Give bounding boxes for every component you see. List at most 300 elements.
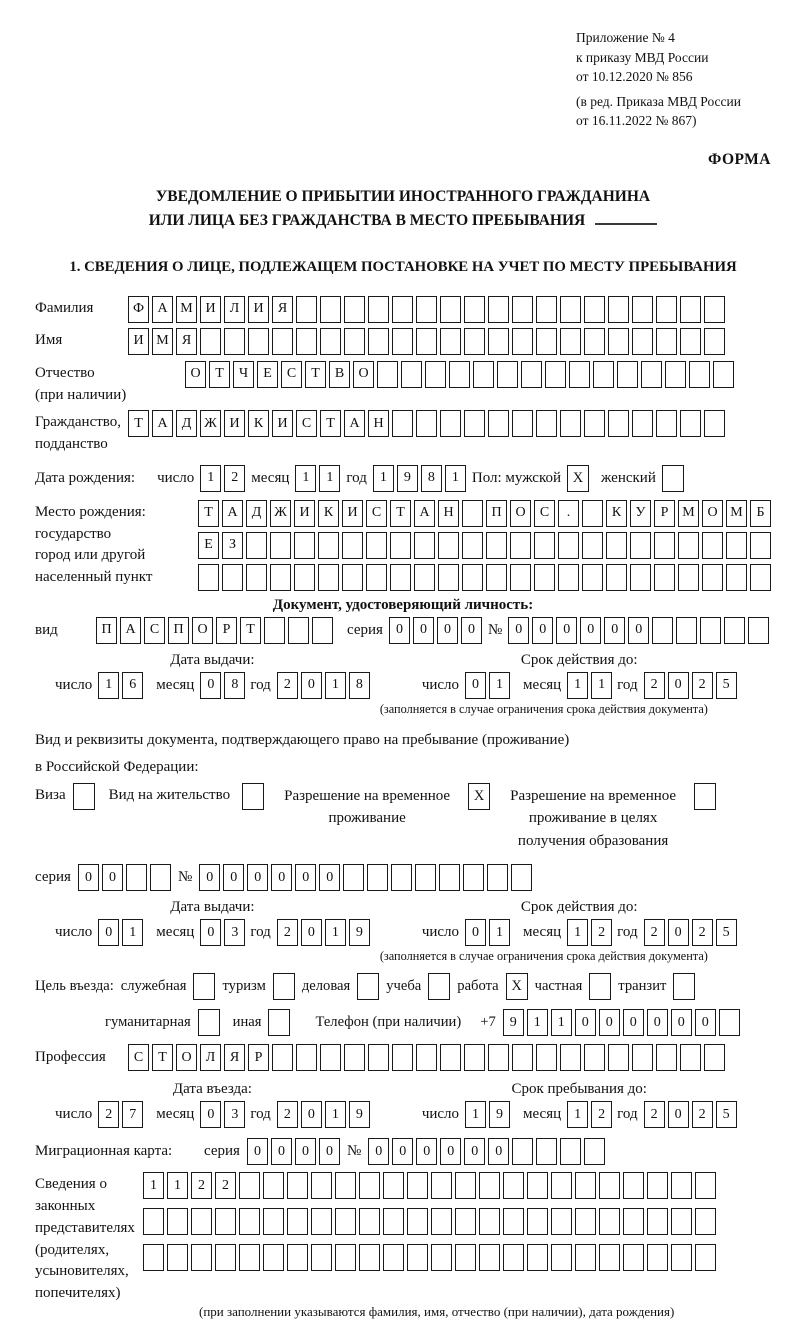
char-cell[interactable]: 0 [271,864,292,891]
char-cell[interactable] [632,1044,653,1071]
char-cell[interactable] [584,328,605,355]
char-cell[interactable] [198,564,219,591]
char-cell[interactable]: Т [240,617,261,644]
char-cell[interactable] [263,1244,284,1271]
char-cell[interactable] [748,617,769,644]
char-cell[interactable]: 8 [224,672,245,699]
char-cell[interactable]: О [192,617,213,644]
purpose-tourism-checkbox[interactable] [273,973,295,1000]
char-cell[interactable]: 6 [122,672,143,699]
char-cell[interactable]: Д [176,410,197,437]
char-cell[interactable] [695,1244,716,1271]
char-cell[interactable]: 0 [319,864,340,891]
char-cell[interactable]: 1 [567,1101,588,1128]
char-cell[interactable] [294,564,315,591]
char-cell[interactable]: С [144,617,165,644]
char-cell[interactable] [582,532,603,559]
char-cell[interactable]: М [176,296,197,323]
char-cell[interactable]: И [248,296,269,323]
char-cell[interactable] [512,410,533,437]
char-cell[interactable]: 0 [413,617,434,644]
char-cell[interactable]: 2 [277,1101,298,1128]
char-cell[interactable] [647,1244,668,1271]
char-cell[interactable] [464,328,485,355]
char-cell[interactable] [431,1208,452,1235]
char-cell[interactable]: 7 [122,1101,143,1128]
char-cell[interactable] [263,1172,284,1199]
char-cell[interactable] [431,1244,452,1271]
char-cell[interactable] [222,564,243,591]
char-cell[interactable] [647,1208,668,1235]
char-cell[interactable]: 0 [368,1138,389,1165]
char-cell[interactable] [656,296,677,323]
char-cell[interactable]: 0 [628,617,649,644]
char-cell[interactable] [239,1208,260,1235]
char-cell[interactable] [342,532,363,559]
purpose-humanitarian-checkbox[interactable] [198,1009,220,1036]
char-cell[interactable] [704,410,725,437]
char-cell[interactable]: И [224,410,245,437]
char-cell[interactable] [320,1044,341,1071]
char-cell[interactable]: Н [438,500,459,527]
char-cell[interactable]: А [152,296,173,323]
char-cell[interactable]: 1 [325,1101,346,1128]
sex-male-checkbox[interactable]: X [567,465,589,492]
char-cell[interactable] [440,1044,461,1071]
char-cell[interactable] [126,864,147,891]
char-cell[interactable]: 0 [647,1009,668,1036]
char-cell[interactable]: 2 [224,465,245,492]
char-cell[interactable]: 1 [567,672,588,699]
char-cell[interactable] [488,1044,509,1071]
char-cell[interactable]: И [294,500,315,527]
char-cell[interactable]: Т [152,1044,173,1071]
char-cell[interactable]: 1 [465,1101,486,1128]
char-cell[interactable]: 1 [167,1172,188,1199]
char-cell[interactable]: 0 [389,617,410,644]
char-cell[interactable] [366,564,387,591]
char-cell[interactable]: 0 [223,864,244,891]
char-cell[interactable]: 0 [671,1009,692,1036]
char-cell[interactable] [713,361,734,388]
char-cell[interactable]: 0 [575,1009,596,1036]
char-cell[interactable] [464,410,485,437]
char-cell[interactable]: 1 [143,1172,164,1199]
char-cell[interactable] [486,564,507,591]
char-cell[interactable] [368,1044,389,1071]
char-cell[interactable]: Т [320,410,341,437]
char-cell[interactable]: 0 [200,1101,221,1128]
char-cell[interactable]: О [702,500,723,527]
char-cell[interactable]: А [222,500,243,527]
char-cell[interactable]: 2 [98,1101,119,1128]
char-cell[interactable] [359,1244,380,1271]
char-cell[interactable]: 0 [532,617,553,644]
char-cell[interactable] [623,1172,644,1199]
char-cell[interactable]: А [344,410,365,437]
char-cell[interactable] [503,1244,524,1271]
char-cell[interactable]: 0 [200,672,221,699]
char-cell[interactable] [431,1172,452,1199]
char-cell[interactable] [246,532,267,559]
char-cell[interactable] [534,564,555,591]
purpose-work-checkbox[interactable]: X [506,973,528,1000]
char-cell[interactable] [440,410,461,437]
char-cell[interactable]: 1 [373,465,394,492]
char-cell[interactable]: П [486,500,507,527]
char-cell[interactable] [560,328,581,355]
char-cell[interactable] [750,532,771,559]
char-cell[interactable]: К [606,500,627,527]
char-cell[interactable] [248,328,269,355]
char-cell[interactable] [632,410,653,437]
char-cell[interactable] [392,1044,413,1071]
char-cell[interactable] [534,532,555,559]
sex-female-checkbox[interactable] [662,465,684,492]
char-cell[interactable]: С [296,410,317,437]
char-cell[interactable] [632,296,653,323]
char-cell[interactable] [527,1172,548,1199]
char-cell[interactable]: 0 [199,864,220,891]
char-cell[interactable]: 0 [247,1138,268,1165]
char-cell[interactable] [488,296,509,323]
char-cell[interactable]: 2 [277,919,298,946]
char-cell[interactable]: 1 [551,1009,572,1036]
char-cell[interactable]: 0 [580,617,601,644]
char-cell[interactable]: 1 [319,465,340,492]
char-cell[interactable] [575,1244,596,1271]
char-cell[interactable] [676,617,697,644]
char-cell[interactable] [368,328,389,355]
char-cell[interactable] [215,1208,236,1235]
char-cell[interactable] [296,1044,317,1071]
char-cell[interactable]: О [510,500,531,527]
char-cell[interactable]: 0 [465,919,486,946]
char-cell[interactable] [678,564,699,591]
char-cell[interactable]: Т [209,361,230,388]
char-cell[interactable] [726,564,747,591]
char-cell[interactable]: С [366,500,387,527]
char-cell[interactable] [680,328,701,355]
char-cell[interactable] [296,328,317,355]
char-cell[interactable] [246,564,267,591]
char-cell[interactable]: 0 [392,1138,413,1165]
char-cell[interactable]: 0 [668,919,689,946]
char-cell[interactable] [464,1044,485,1071]
char-cell[interactable] [617,361,638,388]
char-cell[interactable] [536,1138,557,1165]
char-cell[interactable]: Р [654,500,675,527]
char-cell[interactable]: 1 [325,672,346,699]
char-cell[interactable]: 0 [78,864,99,891]
char-cell[interactable] [512,1138,533,1165]
char-cell[interactable] [593,361,614,388]
char-cell[interactable]: П [96,617,117,644]
char-cell[interactable] [551,1208,572,1235]
char-cell[interactable] [311,1208,332,1235]
char-cell[interactable]: 1 [98,672,119,699]
char-cell[interactable]: 2 [215,1172,236,1199]
char-cell[interactable] [287,1208,308,1235]
char-cell[interactable] [608,1044,629,1071]
char-cell[interactable] [479,1244,500,1271]
char-cell[interactable] [191,1244,212,1271]
char-cell[interactable] [455,1244,476,1271]
char-cell[interactable]: З [222,532,243,559]
char-cell[interactable] [440,328,461,355]
char-cell[interactable]: 0 [319,1138,340,1165]
char-cell[interactable] [407,1208,428,1235]
char-cell[interactable] [167,1208,188,1235]
char-cell[interactable]: 5 [716,1101,737,1128]
char-cell[interactable] [191,1208,212,1235]
char-cell[interactable]: 0 [301,672,322,699]
purpose-other-checkbox[interactable] [268,1009,290,1036]
char-cell[interactable] [462,532,483,559]
temp-residence-edu-checkbox[interactable] [694,783,716,810]
char-cell[interactable] [671,1208,692,1235]
char-cell[interactable] [488,410,509,437]
char-cell[interactable]: 0 [301,919,322,946]
visa-checkbox[interactable] [73,783,95,810]
char-cell[interactable]: Т [198,500,219,527]
char-cell[interactable]: . [558,500,579,527]
char-cell[interactable] [536,1044,557,1071]
char-cell[interactable] [512,296,533,323]
char-cell[interactable] [288,617,309,644]
char-cell[interactable] [414,532,435,559]
char-cell[interactable] [584,296,605,323]
char-cell[interactable]: 9 [397,465,418,492]
purpose-study-checkbox[interactable] [428,973,450,1000]
char-cell[interactable] [311,1244,332,1271]
char-cell[interactable] [656,410,677,437]
char-cell[interactable] [150,864,171,891]
char-cell[interactable] [344,296,365,323]
char-cell[interactable] [416,296,437,323]
char-cell[interactable]: Е [198,532,219,559]
char-cell[interactable]: Т [305,361,326,388]
char-cell[interactable] [287,1244,308,1271]
char-cell[interactable] [263,1208,284,1235]
char-cell[interactable]: 3 [224,919,245,946]
char-cell[interactable]: Т [128,410,149,437]
char-cell[interactable]: А [152,410,173,437]
char-cell[interactable]: Т [390,500,411,527]
char-cell[interactable] [318,532,339,559]
char-cell[interactable]: 0 [668,1101,689,1128]
char-cell[interactable] [652,617,673,644]
char-cell[interactable] [647,1172,668,1199]
char-cell[interactable]: Л [200,1044,221,1071]
char-cell[interactable]: Я [224,1044,245,1071]
char-cell[interactable]: С [128,1044,149,1071]
char-cell[interactable] [167,1244,188,1271]
char-cell[interactable] [582,500,603,527]
char-cell[interactable]: Ф [128,296,149,323]
char-cell[interactable]: Н [368,410,389,437]
char-cell[interactable] [512,1044,533,1071]
char-cell[interactable] [630,564,651,591]
char-cell[interactable] [416,328,437,355]
char-cell[interactable] [294,532,315,559]
char-cell[interactable] [527,1244,548,1271]
char-cell[interactable]: 5 [716,672,737,699]
char-cell[interactable] [584,1138,605,1165]
purpose-official-checkbox[interactable] [193,973,215,1000]
char-cell[interactable]: 9 [503,1009,524,1036]
char-cell[interactable] [335,1244,356,1271]
char-cell[interactable]: М [726,500,747,527]
char-cell[interactable] [599,1208,620,1235]
char-cell[interactable] [671,1244,692,1271]
char-cell[interactable] [264,617,285,644]
char-cell[interactable] [407,1172,428,1199]
char-cell[interactable] [599,1172,620,1199]
char-cell[interactable]: А [414,500,435,527]
char-cell[interactable] [608,328,629,355]
char-cell[interactable]: К [248,410,269,437]
char-cell[interactable]: 3 [224,1101,245,1128]
char-cell[interactable] [536,296,557,323]
char-cell[interactable] [215,1244,236,1271]
char-cell[interactable]: И [128,328,149,355]
char-cell[interactable]: Е [257,361,278,388]
char-cell[interactable]: О [176,1044,197,1071]
char-cell[interactable]: Р [248,1044,269,1071]
char-cell[interactable] [558,564,579,591]
char-cell[interactable]: М [678,500,699,527]
char-cell[interactable] [473,361,494,388]
char-cell[interactable]: 2 [277,672,298,699]
char-cell[interactable] [377,361,398,388]
char-cell[interactable]: 0 [271,1138,292,1165]
char-cell[interactable] [438,532,459,559]
char-cell[interactable] [463,864,484,891]
char-cell[interactable]: М [152,328,173,355]
char-cell[interactable]: А [120,617,141,644]
char-cell[interactable] [702,564,723,591]
char-cell[interactable] [536,328,557,355]
char-cell[interactable] [342,564,363,591]
char-cell[interactable] [704,328,725,355]
char-cell[interactable]: 1 [200,465,221,492]
char-cell[interactable] [527,1208,548,1235]
char-cell[interactable] [560,410,581,437]
char-cell[interactable] [584,1044,605,1071]
char-cell[interactable]: 2 [644,919,665,946]
char-cell[interactable] [680,296,701,323]
char-cell[interactable]: 2 [692,919,713,946]
char-cell[interactable] [486,532,507,559]
char-cell[interactable]: 1 [567,919,588,946]
char-cell[interactable] [569,361,590,388]
char-cell[interactable]: 0 [599,1009,620,1036]
char-cell[interactable] [551,1172,572,1199]
char-cell[interactable]: 2 [191,1172,212,1199]
char-cell[interactable] [678,532,699,559]
char-cell[interactable]: И [200,296,221,323]
char-cell[interactable] [680,410,701,437]
char-cell[interactable] [343,864,364,891]
char-cell[interactable]: Р [216,617,237,644]
char-cell[interactable] [560,296,581,323]
char-cell[interactable] [143,1208,164,1235]
temp-residence-checkbox[interactable]: X [468,783,490,810]
char-cell[interactable] [224,328,245,355]
char-cell[interactable] [560,1044,581,1071]
char-cell[interactable] [654,532,675,559]
char-cell[interactable] [311,1172,332,1199]
char-cell[interactable]: 1 [591,672,612,699]
char-cell[interactable] [671,1172,692,1199]
char-cell[interactable] [383,1244,404,1271]
char-cell[interactable] [726,532,747,559]
char-cell[interactable] [390,564,411,591]
char-cell[interactable] [391,864,412,891]
char-cell[interactable] [392,410,413,437]
char-cell[interactable] [606,532,627,559]
char-cell[interactable]: 0 [464,1138,485,1165]
char-cell[interactable]: 0 [437,617,458,644]
char-cell[interactable]: Б [750,500,771,527]
char-cell[interactable]: 0 [695,1009,716,1036]
char-cell[interactable] [383,1172,404,1199]
char-cell[interactable]: В [329,361,350,388]
char-cell[interactable]: 0 [623,1009,644,1036]
char-cell[interactable]: 0 [200,919,221,946]
char-cell[interactable] [318,564,339,591]
char-cell[interactable]: 2 [591,1101,612,1128]
char-cell[interactable] [582,564,603,591]
char-cell[interactable] [497,361,518,388]
char-cell[interactable] [407,1244,428,1271]
char-cell[interactable] [654,564,675,591]
char-cell[interactable] [488,328,509,355]
char-cell[interactable] [439,864,460,891]
char-cell[interactable] [366,532,387,559]
char-cell[interactable]: 2 [692,672,713,699]
char-cell[interactable]: С [534,500,555,527]
char-cell[interactable] [700,617,721,644]
char-cell[interactable]: 2 [644,1101,665,1128]
char-cell[interactable]: 0 [465,672,486,699]
char-cell[interactable] [438,564,459,591]
char-cell[interactable] [462,564,483,591]
char-cell[interactable] [270,564,291,591]
char-cell[interactable] [367,864,388,891]
char-cell[interactable]: 0 [604,617,625,644]
char-cell[interactable]: 1 [122,919,143,946]
char-cell[interactable]: 2 [591,919,612,946]
char-cell[interactable] [630,532,651,559]
char-cell[interactable] [536,410,557,437]
char-cell[interactable] [641,361,662,388]
char-cell[interactable] [239,1244,260,1271]
char-cell[interactable]: 1 [489,919,510,946]
char-cell[interactable]: У [630,500,651,527]
char-cell[interactable]: 1 [527,1009,548,1036]
char-cell[interactable] [479,1208,500,1235]
char-cell[interactable] [449,361,470,388]
char-cell[interactable] [623,1208,644,1235]
char-cell[interactable]: О [185,361,206,388]
char-cell[interactable]: 2 [644,672,665,699]
char-cell[interactable] [558,532,579,559]
char-cell[interactable] [656,328,677,355]
char-cell[interactable] [416,410,437,437]
char-cell[interactable] [344,1044,365,1071]
